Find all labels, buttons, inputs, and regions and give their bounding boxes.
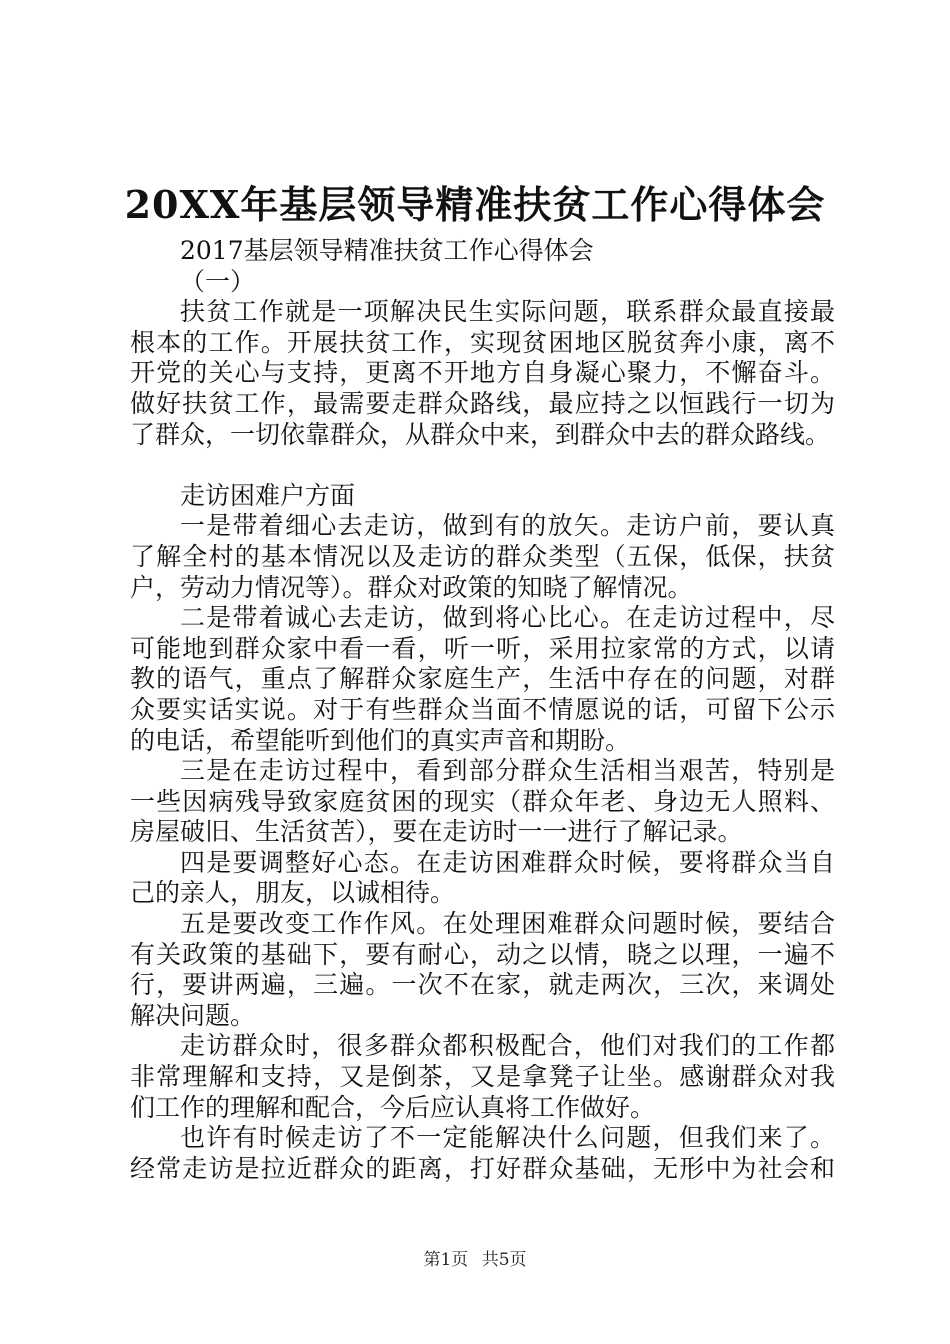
paragraph-line: 非常理解和支持，又是倒茶，又是拿凳子让坐。感谢群众对我 [130,1062,835,1092]
paragraph-line: 二是带着诚心去走访，做到将心比心。在走访过程中，尽 [180,603,835,633]
paragraph-line: 众要实话实说。对于有些群众当面不情愿说的话，可留下公示 [130,694,835,724]
document-title: 20XX年基层领导精准扶贫工作心得体会 [124,182,826,227]
paragraph-line: 做好扶贫工作，最需要走群众路线，最应持之以恒践行一切为 [130,388,835,418]
paragraph-line: 们工作的理解和配合，今后应认真将工作做好。 [130,1092,656,1122]
paragraph-line: 可能地到群众家中看一看，听一听，采用拉家常的方式，以请 [130,633,835,663]
section-marker: （一） [180,266,256,296]
paragraph-line: 户，劳动力情况等）。群众对政策的知晓了解情况。 [130,572,693,602]
page-total: 共5页 [481,1250,527,1270]
paragraph-line: 五是要改变工作作风。在处理困难群众问题时候，要结合 [180,909,835,939]
document-subtitle: 2017基层领导精准扶贫工作心得体会 [180,236,594,265]
paragraph-line: 走访群众时，很多群众都积极配合，他们对我们的工作都 [180,1031,835,1061]
page-number: 第1页 [423,1250,469,1270]
paragraph-line: 了解全村的基本情况以及走访的群众类型（五保，低保，扶贫 [130,541,835,571]
paragraph-line: 扶贫工作就是一项解决民生实际问题，联系群众最直接最 [180,297,835,327]
paragraph-line: 一些因病残导致家庭贫困的现实（群众年老、身边无人照料、 [130,786,835,816]
paragraph-spacer [130,450,835,481]
paragraph-line: 四是要调整好心态。在走访困难群众时候，要将群众当自 [180,847,835,877]
paragraph-line: 解决问题。 [130,1000,256,1030]
paragraph-line: 一是带着细心去走访，做到有的放矢。走访户前，要认真 [180,511,835,541]
page-footer [0,1245,950,1270]
paragraph-line: 有关政策的基础下，要有耐心，动之以情，晓之以理，一遍不 [130,939,835,969]
paragraph-line: 教的语气，重点了解群众家庭生产，生活中存在的问题，对群 [130,664,835,694]
paragraph-line: 也许有时候走访了不一定能解决什么问题，但我们来了。 [180,1123,835,1153]
paragraph-line: 经常走访是拉近群众的距离，打好群众基础，无形中为社会和 [130,1153,835,1183]
paragraph-line: 的电话，希望能听到他们的真实声音和期盼。 [130,725,631,755]
document-body [130,236,835,1184]
paragraph-line: 了群众，一切依靠群众，从群众中来，到群众中去的群众路线。 [130,419,831,449]
paragraph-line: 三是在走访过程中，看到部分群众生活相当艰苦，特别是 [180,756,835,786]
section-heading: 走访困难户方面 [180,480,356,510]
paragraph-line: 行，要讲两遍，三遍。一次不在家，就走两次，三次，来调处 [130,970,835,1000]
paragraph-line: 己的亲人，朋友，以诚相待。 [130,878,456,908]
paragraph-line: 开党的关心与支持，更离不开地方自身凝心聚力，不懈奋斗。 [130,358,835,388]
paragraph-line: 房屋破旧、生活贫苦），要在走访时一一进行了解记录。 [130,817,743,847]
paragraph-line: 根本的工作。开展扶贫工作，实现贫困地区脱贫奔小康，离不 [130,327,835,357]
